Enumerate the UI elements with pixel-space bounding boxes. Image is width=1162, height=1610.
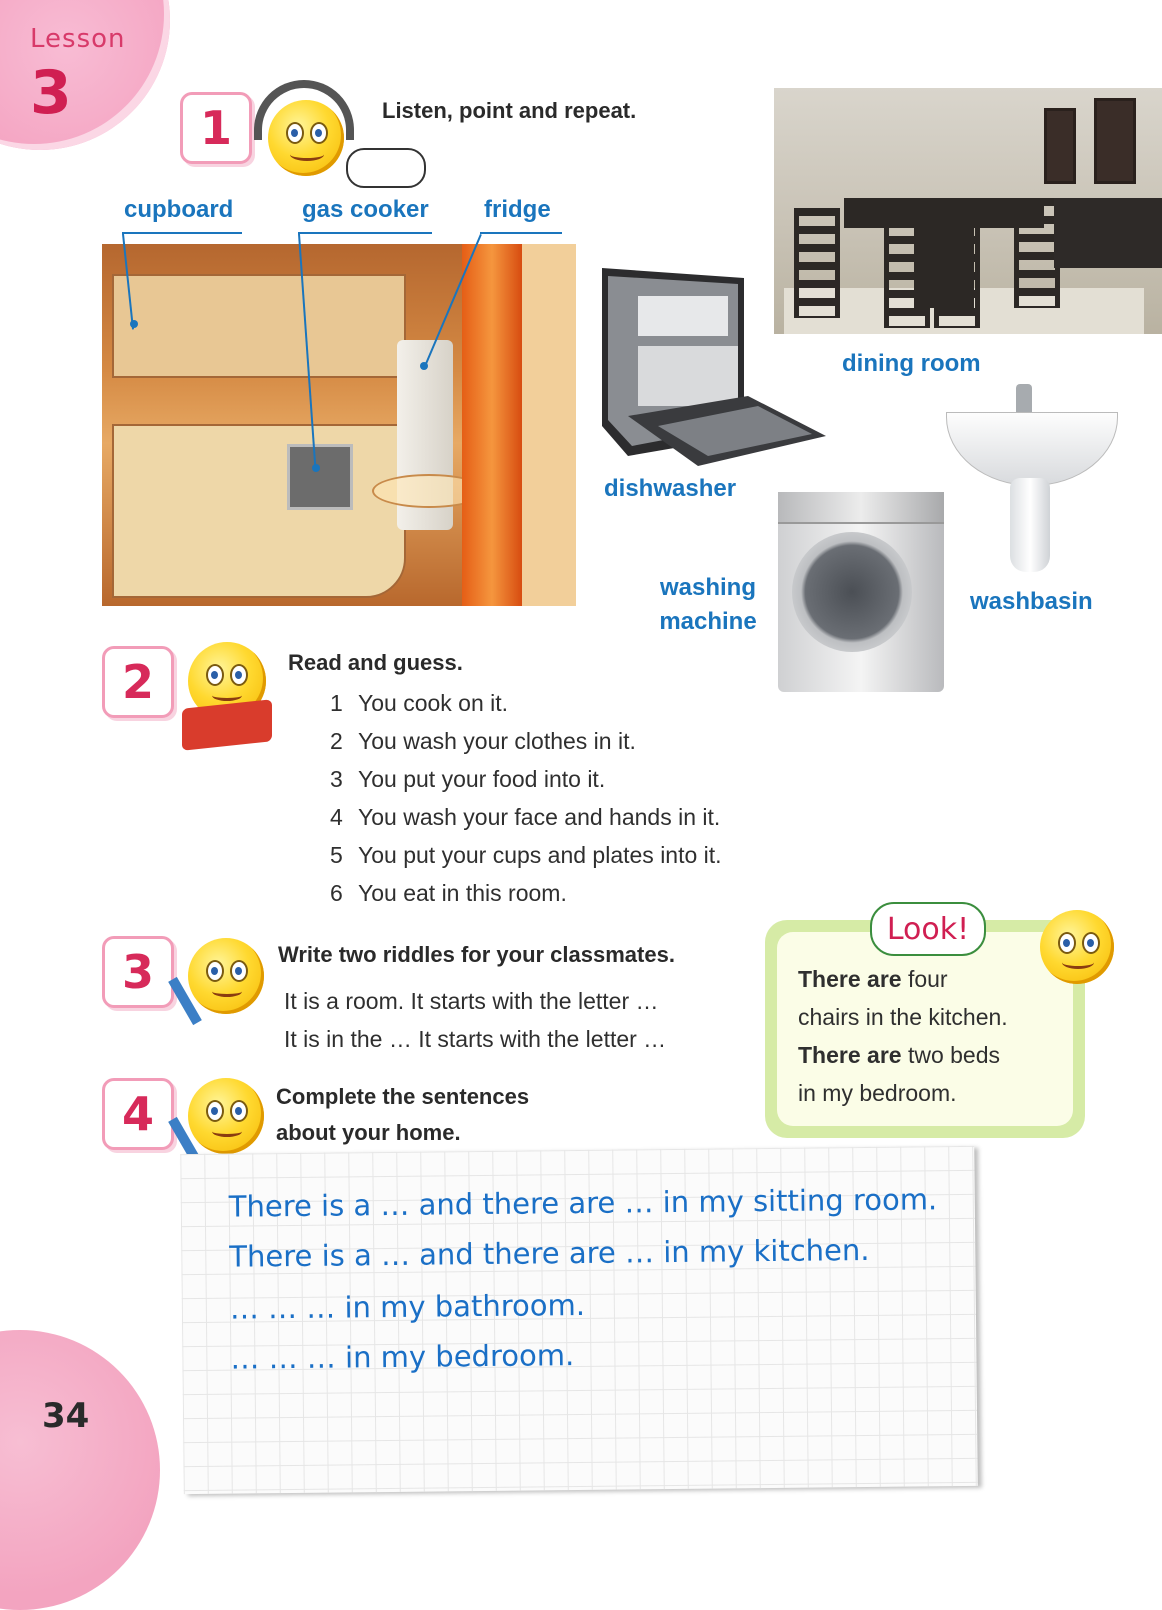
notebook-line: There is a … and there are … in my sitting room. xyxy=(228,1182,938,1224)
guess-item: 3 You put your food into it. xyxy=(330,766,606,792)
lesson-badge xyxy=(0,0,170,150)
label-dining-room: dining room xyxy=(842,350,981,377)
label-washing-machine-line2: machine xyxy=(659,608,757,635)
label-washbasin: washbasin xyxy=(970,588,1093,615)
exercise-4-instruction-line1: Complete the sentences xyxy=(276,1084,530,1109)
guess-item: 5 You put your cups and plates into it. xyxy=(330,842,722,868)
exercise-2-number: 2 xyxy=(102,646,174,718)
notebook-line: There is a … and there are … in my kitchen. xyxy=(229,1232,870,1274)
pointer-dot xyxy=(130,320,138,328)
label-underline xyxy=(298,232,432,234)
book-icon xyxy=(182,699,272,750)
riddle-line: It is in the … It starts with the letter … xyxy=(284,1026,667,1052)
look-title: Look! xyxy=(870,902,986,956)
label-fridge: fridge xyxy=(484,196,551,223)
exercise-3-number: 3 xyxy=(102,936,174,1008)
washbasin-pedestal xyxy=(1010,478,1050,572)
kitchen-photo xyxy=(102,244,576,606)
label-dishwasher: dishwasher xyxy=(604,475,737,502)
guess-item: 4 You wash your face and hands in it. xyxy=(330,804,721,830)
exercise-4-number: 4 xyxy=(102,1078,174,1150)
lesson-label: Lesson xyxy=(30,24,126,54)
washing-machine-photo xyxy=(778,492,944,692)
label-washing-machine-line1: washing xyxy=(659,574,756,601)
label-cupboard: cupboard xyxy=(124,196,234,223)
dining-room-photo xyxy=(774,88,1162,334)
exercise-3-instruction: Write two riddles for your classmates. xyxy=(278,942,675,967)
label-underline xyxy=(122,232,242,234)
label-underline xyxy=(480,232,562,234)
washbasin-photo xyxy=(946,412,1118,486)
notebook-line: … … … in my bedroom. xyxy=(230,1338,575,1376)
writing-smiley-icon xyxy=(188,938,264,1014)
pointer-dot xyxy=(420,362,428,370)
guess-item: 6 You eat in this room. xyxy=(330,880,567,906)
exercise-2-instruction: Read and guess. xyxy=(288,650,463,675)
notebook-grid xyxy=(180,1146,978,1494)
guess-item: 1 You cook on it. xyxy=(330,690,509,716)
look-text: There are four chairs in the kitchen. There are two beds in my bedroom. xyxy=(798,966,1008,1106)
writing-smiley-icon-2 xyxy=(188,1078,264,1154)
speech-bubble-icon xyxy=(346,148,426,188)
exercise-4-instruction-line2: about your home. xyxy=(276,1120,461,1145)
exercise-1-instruction: Listen, point and repeat. xyxy=(382,98,637,123)
label-gas-cooker: gas cooker xyxy=(302,196,429,223)
page-badge xyxy=(0,1330,160,1610)
riddle-line: It is a room. It starts with the letter … xyxy=(284,988,659,1014)
exercise-1-number: 1 xyxy=(180,92,252,164)
listening-smiley-icon xyxy=(268,100,344,176)
dishwasher-photo xyxy=(598,266,828,466)
pointer-dot xyxy=(312,464,320,472)
page-number: 34 xyxy=(42,1396,90,1436)
lesson-number: 3 xyxy=(30,58,72,128)
notebook-line: … … … in my bathroom. xyxy=(229,1287,586,1326)
guess-item: 2 You wash your clothes in it. xyxy=(330,728,636,754)
